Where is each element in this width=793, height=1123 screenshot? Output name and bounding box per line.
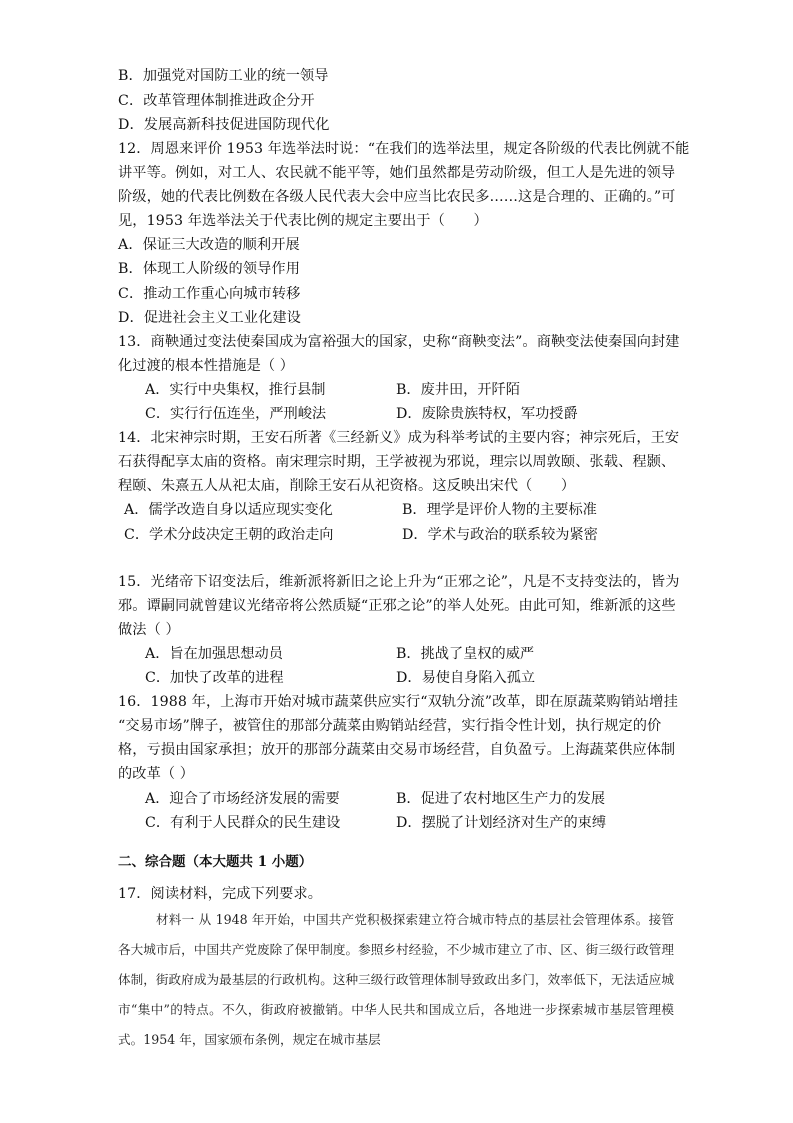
q17-prompt: 17．阅读材料，完成下列要求。: [118, 886, 322, 902]
q16-option-a: A．迎合了市场经济发展的需要: [145, 791, 340, 807]
q14-option-a: A．儒学改造自身以适应现实变化: [124, 502, 333, 518]
q11-option-d: D．发展高新科技促进国防现代化: [118, 117, 330, 133]
q13-stem-line-2: 化过渡的根本性措施是（ ）: [118, 358, 295, 374]
q12-stem-line-4: 见，1953 年选举法关于代表比例的规定主要出于（ ）: [118, 213, 488, 229]
q14-option-d: D．学术与政治的联系较为紧密: [402, 527, 598, 543]
q17-material-text: 材料一 从 1948 年开始，中国共产党积极探索建立符合城市特点的基层社会管理体系。接管各大城市后，中国共产党废除了保甲制度。参照乡村经验，不少城市建立了市、区、街三级行政管理体制，街政府成为最基层的行政机构。这种三级行政管理体制导致政出多门，效率低下，无法适应城市“集中”的特点。不久，街政府被撤销。中华人民共和国成立后，各地进一步探索城市基层管理模式。1954 年，国家颁布条例，规定在城市基层: [118, 912, 674, 1047]
q13-option-c: C．实行行伍连坐，严刑峻法: [145, 406, 327, 422]
q15-option-a: A．旨在加强思想动员: [145, 646, 283, 662]
q13-stem-line-1: 13．商鞅通过变法使秦国成为富裕强大的国家，史称“商鞅变法”。商鞅变法使秦国向封建: [118, 334, 680, 350]
q12-stem-line-3: 阶级，她的代表比例数在各级人民代表大会中应当比农民多……这是合理的、正确的。”可: [118, 189, 676, 205]
q16-option-d: D．摆脱了计划经济对生产的束缚: [396, 815, 607, 831]
q16-options-row-2: [118, 813, 678, 833]
q13-option-d: D．废除贵族特权，军功授爵: [396, 406, 578, 422]
q16-option-b: B．促进了农村地区生产力的发展: [396, 791, 606, 807]
q14-option-c: C．学术分歧决定王朝的政治走向: [124, 527, 334, 543]
q12-stem-line-2: 讲平等。例如，对工人、农民就不能平等，她们虽然都是劳动阶级，但工人是先进的领导: [118, 165, 676, 181]
q12-option-b: B．体现工人阶级的领导作用: [118, 261, 300, 277]
q13-option-b: B．废井田，开阡陌: [396, 382, 520, 398]
q15-option-c: C．加快了改革的进程: [145, 670, 284, 686]
q16-stem-line-4: 的改革（ ）: [118, 766, 195, 782]
q15-stem-line-2: 邪。谭嗣同就曾建议光绪帝将公然质疑“正邪之论”的举人处死。由此可知，维新派的这些: [118, 598, 676, 614]
q17-material-passage: [118, 905, 674, 1055]
q12-stem-line-1: 12．周恩来评价 1953 年选举法时说：“在我们的选举法里，规定各阶级的代表比例就不能: [118, 141, 690, 157]
q13-option-a: A．实行中央集权，推行县制: [145, 382, 326, 398]
q14-stem-line-2: 石获得配享太庙的资格。南宋理宗时期，王学被视为邪说，理宗以周敦颐、张载、程颢、: [118, 454, 676, 470]
q15-option-b: B．挑战了皇权的威严: [396, 646, 535, 662]
q11-option-c: C．改革管理体制推进政企分开: [118, 93, 315, 109]
section-2-title: 二、综合题（本大题共 1 小题）: [118, 854, 313, 870]
q12-option-a: A．保证三大改造的顺利开展: [118, 237, 300, 253]
q15-option-d: D．易使自身陷入孤立: [396, 670, 536, 686]
q11-option-b: B．加强党对国防工业的统一领导: [118, 68, 329, 84]
q16-stem-line-3: 格，亏损由国家承担；放开的那部分蔬菜由交易市场经营，自负盈亏。上海蔬菜供应体制: [118, 742, 676, 758]
q16-stem-line-1: 16．1988 年，上海市开始对城市蔬菜供应实行“双轨分流”改革，即在原蔬菜购销站增挂: [118, 694, 678, 710]
q14-options-row-1: [118, 500, 678, 520]
q15-stem-line-1: 15．光绪帝下诏变法后，维新派将新旧之论上升为“正邪之论”，凡是不支持变法的，皆为: [118, 574, 680, 590]
q14-stem-line-3: 程颐、朱熹五人从祀太庙，削除王安石从祀资格。这反映出宋代（ ）: [118, 478, 576, 494]
q12-option-d: D．促进社会主义工业化建设: [118, 310, 301, 326]
q15-stem-line-3: 做法（ ）: [118, 622, 180, 638]
q16-option-c: C．有利于人民群众的民生建设: [145, 815, 341, 831]
q13-options-row-2: [118, 404, 678, 424]
q14-option-b: B．理学是评价人物的主要标准: [402, 502, 597, 518]
q15-options-row-1: [118, 644, 678, 664]
q13-options-row-1: [118, 380, 678, 400]
q16-options-row-1: [118, 789, 678, 809]
q12-option-c: C．推动工作重心向城市转移: [118, 286, 301, 302]
q15-options-row-2: [118, 668, 678, 688]
q14-options-row-2: [118, 525, 678, 545]
q16-stem-line-2: “交易市场”牌子，被管住的那部分蔬菜由购销站经营，实行指令性计划，执行规定的价: [118, 718, 662, 734]
q14-stem-line-1: 14．北宋神宗时期，王安石所著《三经新义》成为科举考试的主要内容；神宗死后，王安: [118, 430, 680, 446]
